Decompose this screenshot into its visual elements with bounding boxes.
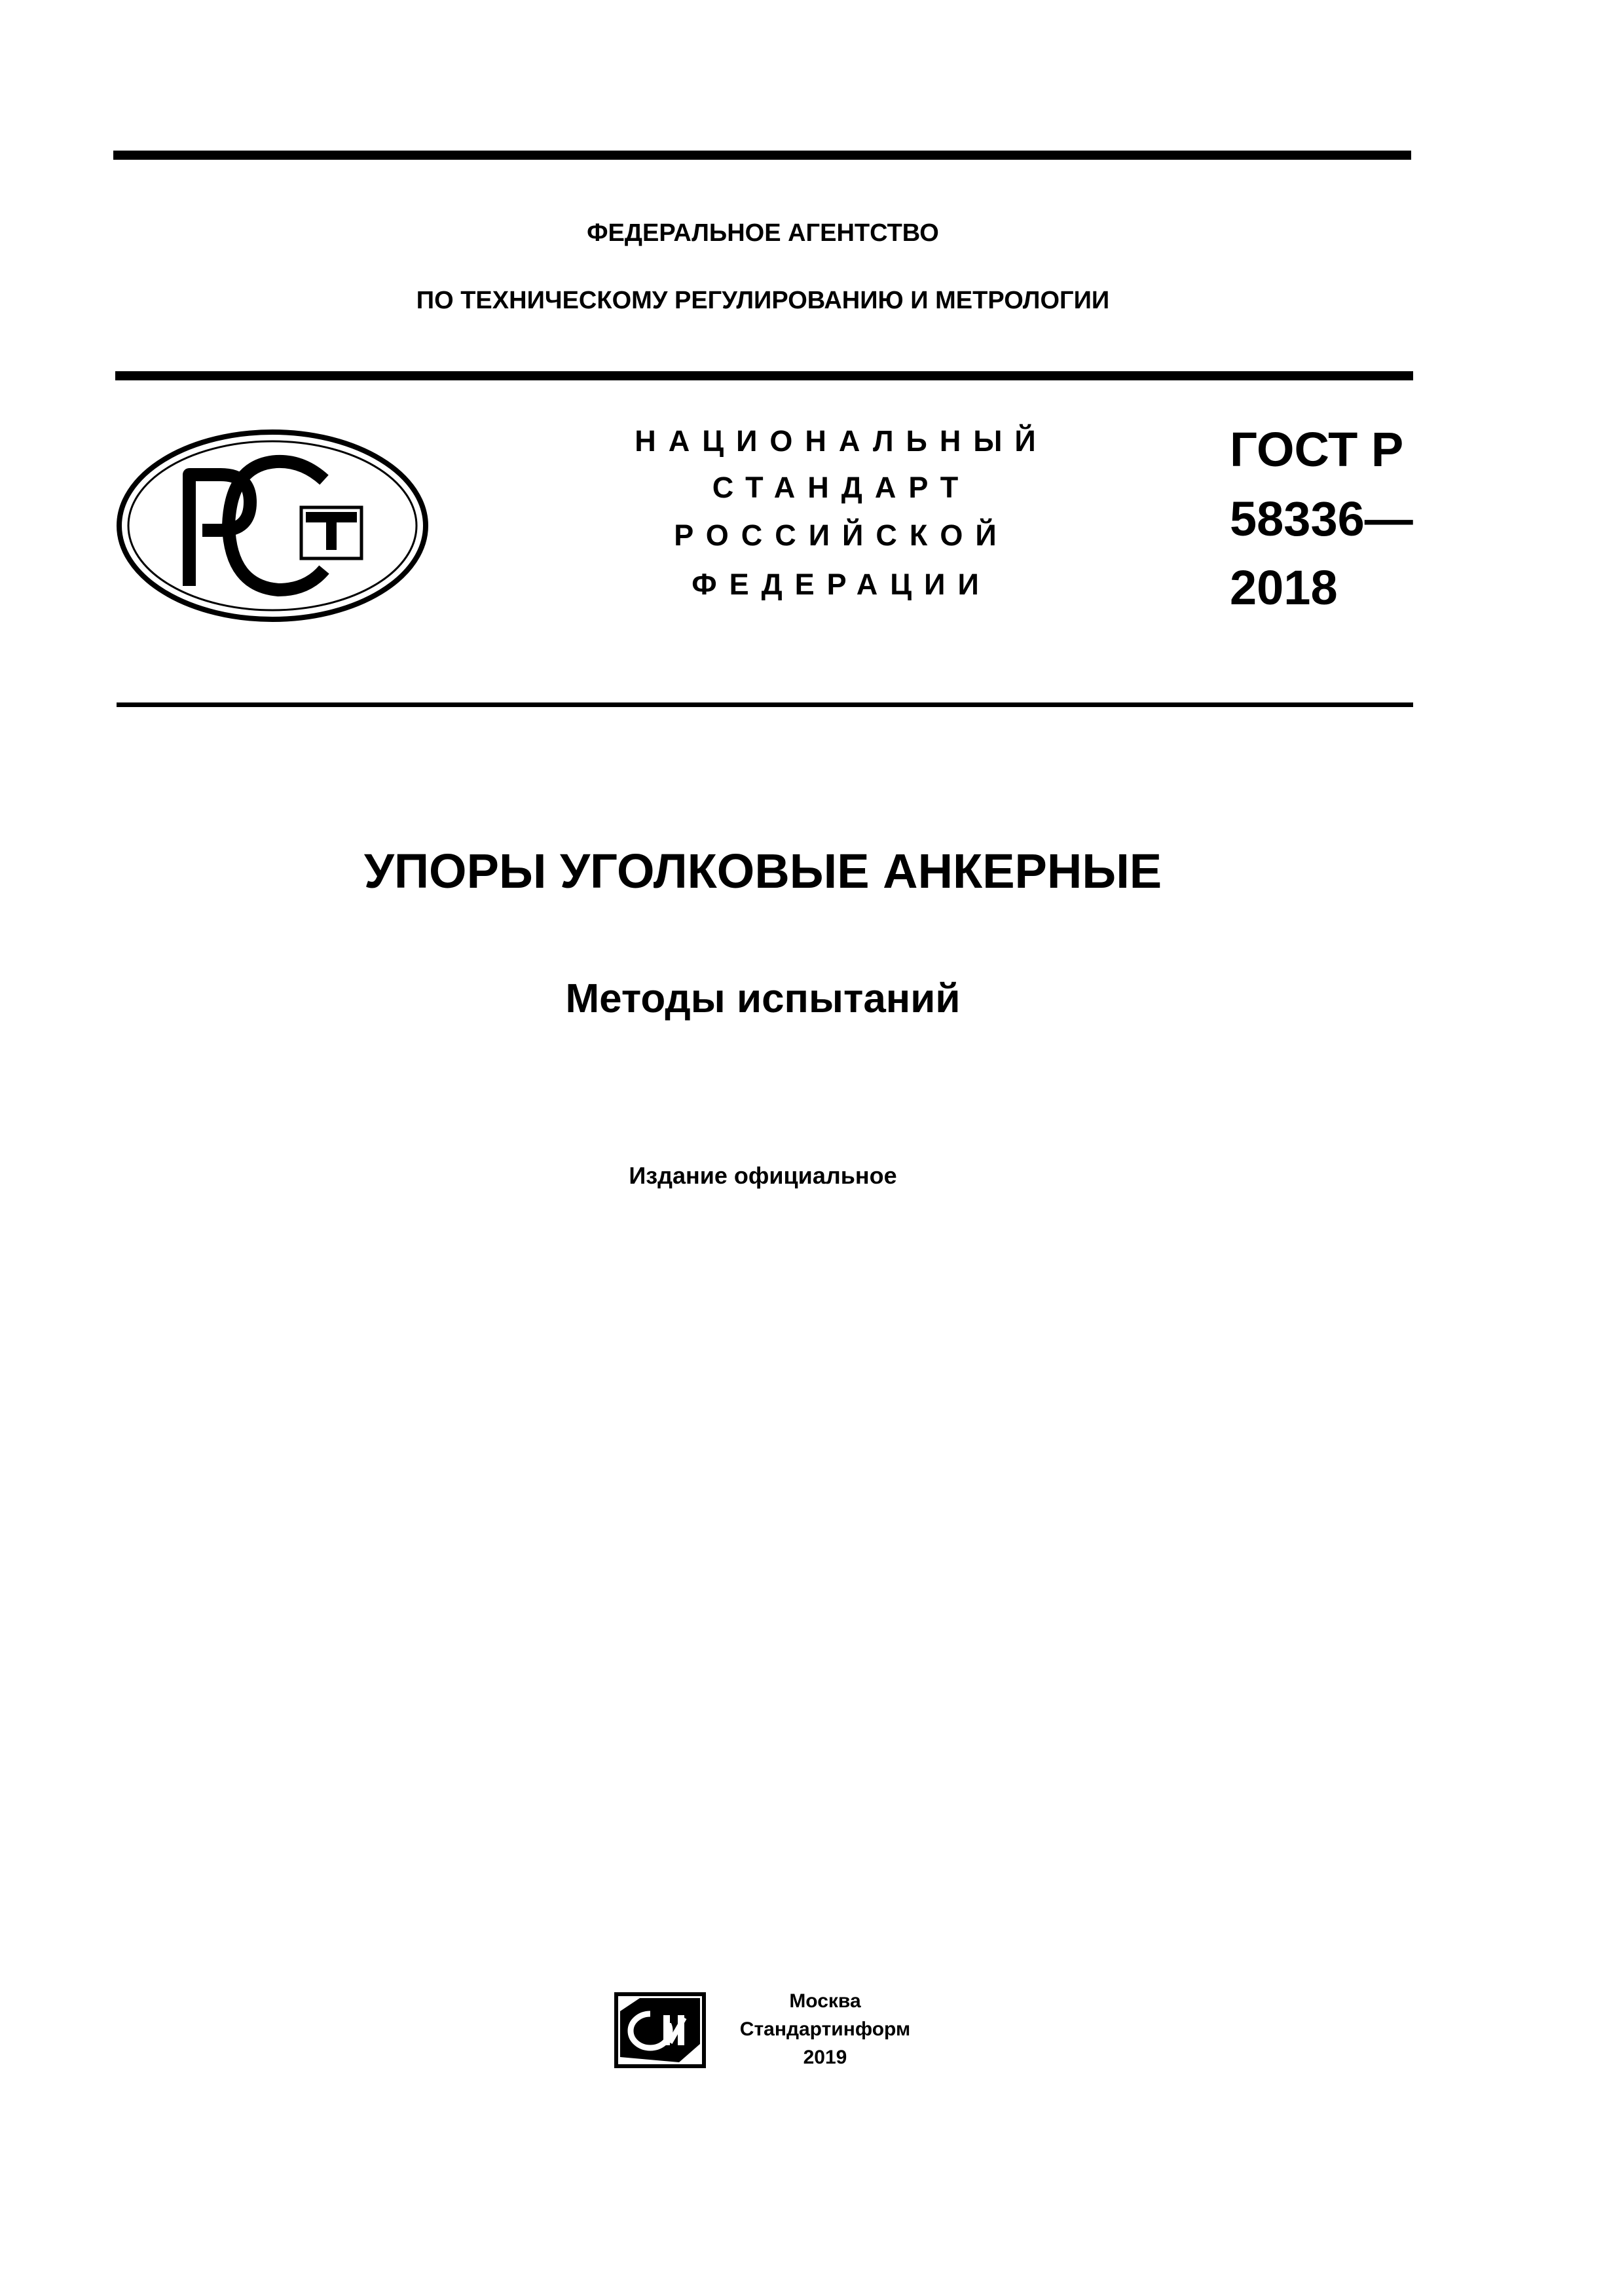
document-title: УПОРЫ УГОЛКОВЫЕ АНКЕРНЫЕ [363, 844, 1162, 898]
document-subtitle: Методы испытаний [565, 976, 961, 1021]
publication-year: 2019 [803, 2047, 847, 2068]
standard-type-line-1: НАЦИОНАЛЬНЫЙ [635, 424, 1048, 458]
lower-rule [117, 702, 1413, 707]
gost-r-certification-mark-icon [116, 429, 429, 623]
publisher-city: Москва [789, 1990, 861, 2012]
standartinform-logo-icon [614, 1992, 707, 2069]
edition-note: Издание официальное [629, 1162, 897, 1189]
designation-line-1: ГОСТ Р [1230, 422, 1404, 477]
agency-name-line-1: ФЕДЕРАЛЬНОЕ АГЕНТСТВО [587, 219, 939, 247]
publisher-name: Стандартинформ [739, 2018, 911, 2040]
middle-rule [115, 371, 1413, 380]
standard-type-line-4: ФЕДЕРАЦИИ [692, 568, 991, 601]
standard-type-line-3: РОССИЙСКОЙ [674, 519, 1009, 552]
standard-type-line-2: СТАНДАРТ [712, 471, 971, 504]
designation-line-2: 58336— [1230, 492, 1413, 546]
top-rule [113, 151, 1411, 160]
agency-name-line-2: ПО ТЕХНИЧЕСКОМУ РЕГУЛИРОВАНИЮ И МЕТРОЛОГИИ [416, 287, 1110, 314]
designation-line-3: 2018 [1230, 560, 1338, 615]
